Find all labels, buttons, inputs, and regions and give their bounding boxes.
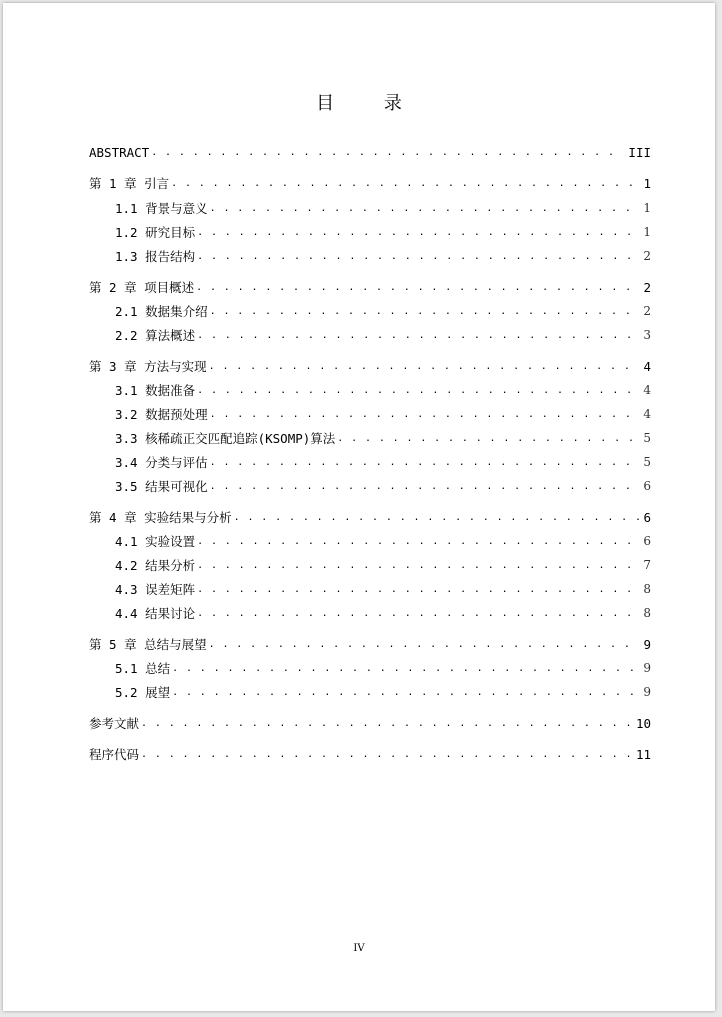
toc-section-entry[interactable] [115, 475, 651, 497]
toc-entry-label: ABSTRACT [89, 144, 150, 160]
toc-dot-leader [197, 607, 639, 621]
toc-section-entry[interactable] [115, 379, 651, 401]
toc-chapter-entry[interactable] [89, 276, 651, 298]
toc-chapter-entry[interactable] [89, 355, 651, 377]
toc-section-entry[interactable] [115, 221, 651, 243]
toc-dot-leader [209, 638, 640, 652]
toc-dot-leader [197, 535, 639, 549]
toc-entry-page: 9 [643, 661, 651, 675]
toc-entry-page: 1 [643, 175, 651, 191]
toc-chapter-entry[interactable] [89, 743, 651, 765]
toc-section-entry[interactable] [115, 245, 651, 267]
toc-dot-leader [171, 177, 639, 191]
toc-section-entry[interactable] [115, 324, 651, 346]
toc-section-entry[interactable] [115, 427, 651, 449]
toc-chapter-entry[interactable] [89, 141, 651, 163]
toc-entry-page: 4 [643, 407, 651, 421]
toc-entry-page: 8 [643, 582, 651, 596]
toc-section-entry[interactable] [115, 681, 651, 703]
toc-dot-leader [141, 748, 632, 762]
toc-entry-page: 10 [635, 715, 651, 731]
toc-dot-leader [151, 146, 624, 160]
toc-entry-label: 1.2 研究目标 [115, 225, 196, 240]
toc-entry-page: 1 [643, 201, 651, 215]
toc-entry-page: 2 [643, 304, 651, 318]
toc-dot-leader [197, 583, 639, 597]
toc-entry-label: 1.3 报告结构 [115, 249, 196, 264]
toc-entry-label: 第 1 章 引言 [89, 176, 170, 191]
page-number: IV [353, 943, 365, 954]
toc-dot-leader [234, 511, 640, 525]
toc-entry-label: 2.1 数据集介绍 [115, 304, 208, 319]
document-page [3, 3, 715, 1011]
toc-chapter-entry[interactable] [89, 633, 651, 655]
toc-dot-leader [197, 250, 639, 264]
toc-chapter-entry[interactable] [89, 712, 651, 734]
toc-entry-label: 3.1 数据准备 [115, 383, 196, 398]
toc-dot-leader [210, 408, 640, 422]
toc-entry-label: 第 3 章 方法与实现 [89, 359, 207, 374]
toc-dot-leader [337, 432, 639, 446]
toc-dot-leader [210, 202, 640, 216]
toc-section-entry[interactable] [115, 197, 651, 219]
toc-entry-page: 5 [643, 455, 651, 469]
toc-entry-label: 3.3 核稀疏正交匹配追踪(KSOMP)算法 [115, 431, 336, 446]
toc-entry-page: 2 [643, 249, 651, 263]
toc-entry-page: III [628, 144, 651, 160]
toc-section-entry[interactable] [115, 451, 651, 473]
toc-entry-label: 3.4 分类与评估 [115, 455, 208, 470]
toc-section-entry[interactable] [115, 403, 651, 425]
toc-entry-page: 9 [643, 636, 651, 652]
toc-entry-label: 参考文献 [89, 716, 140, 731]
toc-dot-leader [210, 456, 640, 470]
toc-entry-page: 9 [643, 685, 651, 699]
toc-dot-leader [141, 717, 632, 731]
toc-entry-page: 6 [643, 509, 651, 525]
toc-entry-page: 11 [635, 746, 651, 762]
toc-entry-label: 第 2 章 项目概述 [89, 280, 195, 295]
toc-entry-label: 第 4 章 实验结果与分析 [89, 510, 232, 525]
toc-section-entry[interactable] [115, 554, 651, 576]
toc-dot-leader [172, 686, 639, 700]
toc-entry-page: 1 [643, 225, 651, 239]
toc-entry-page: 3 [643, 328, 651, 342]
toc-dot-leader [197, 226, 639, 240]
toc-dot-leader [210, 480, 640, 494]
toc-dot-leader [210, 305, 640, 319]
toc-entry-page: 5 [643, 431, 651, 445]
toc-chapter-entry[interactable] [89, 172, 651, 194]
toc-entry-page: 4 [643, 383, 651, 397]
toc-dot-leader [197, 559, 639, 573]
toc-entry-page: 2 [643, 279, 651, 295]
toc-entry-label: 4.1 实验设置 [115, 534, 196, 549]
toc-entry-label: 4.2 结果分析 [115, 558, 196, 573]
page-title: 目 录 [316, 93, 424, 114]
toc-entry-page: 4 [643, 358, 651, 374]
toc-entry-page: 7 [643, 558, 651, 572]
toc-entry-label: 5.2 展望 [115, 685, 171, 700]
toc-dot-leader [197, 329, 639, 343]
toc-entry-label: 5.1 总结 [115, 661, 171, 676]
toc-entry-page: 6 [643, 479, 651, 493]
toc-section-entry[interactable] [115, 300, 651, 322]
toc-entry-label: 第 5 章 总结与展望 [89, 637, 207, 652]
toc-section-entry[interactable] [115, 602, 651, 624]
toc-section-entry[interactable] [115, 657, 651, 679]
toc-entry-label: 1.1 背景与意义 [115, 201, 208, 216]
toc-section-entry[interactable] [115, 578, 651, 600]
toc-dot-leader [196, 281, 639, 295]
toc-entry-page: 6 [643, 534, 651, 548]
toc-dot-leader [209, 360, 640, 374]
toc-dot-leader [172, 662, 639, 676]
toc-section-entry[interactable] [115, 530, 651, 552]
toc-entry-label: 2.2 算法概述 [115, 328, 196, 343]
toc-dot-leader [197, 384, 639, 398]
toc-chapter-entry[interactable] [89, 506, 651, 528]
toc-entry-label: 程序代码 [89, 747, 140, 762]
toc-entry-label: 3.5 结果可视化 [115, 479, 208, 494]
toc-entry-label: 4.4 结果讨论 [115, 606, 196, 621]
toc-entry-label: 4.3 误差矩阵 [115, 582, 196, 597]
toc-entry-page: 8 [643, 606, 651, 620]
toc-entry-label: 3.2 数据预处理 [115, 407, 208, 422]
